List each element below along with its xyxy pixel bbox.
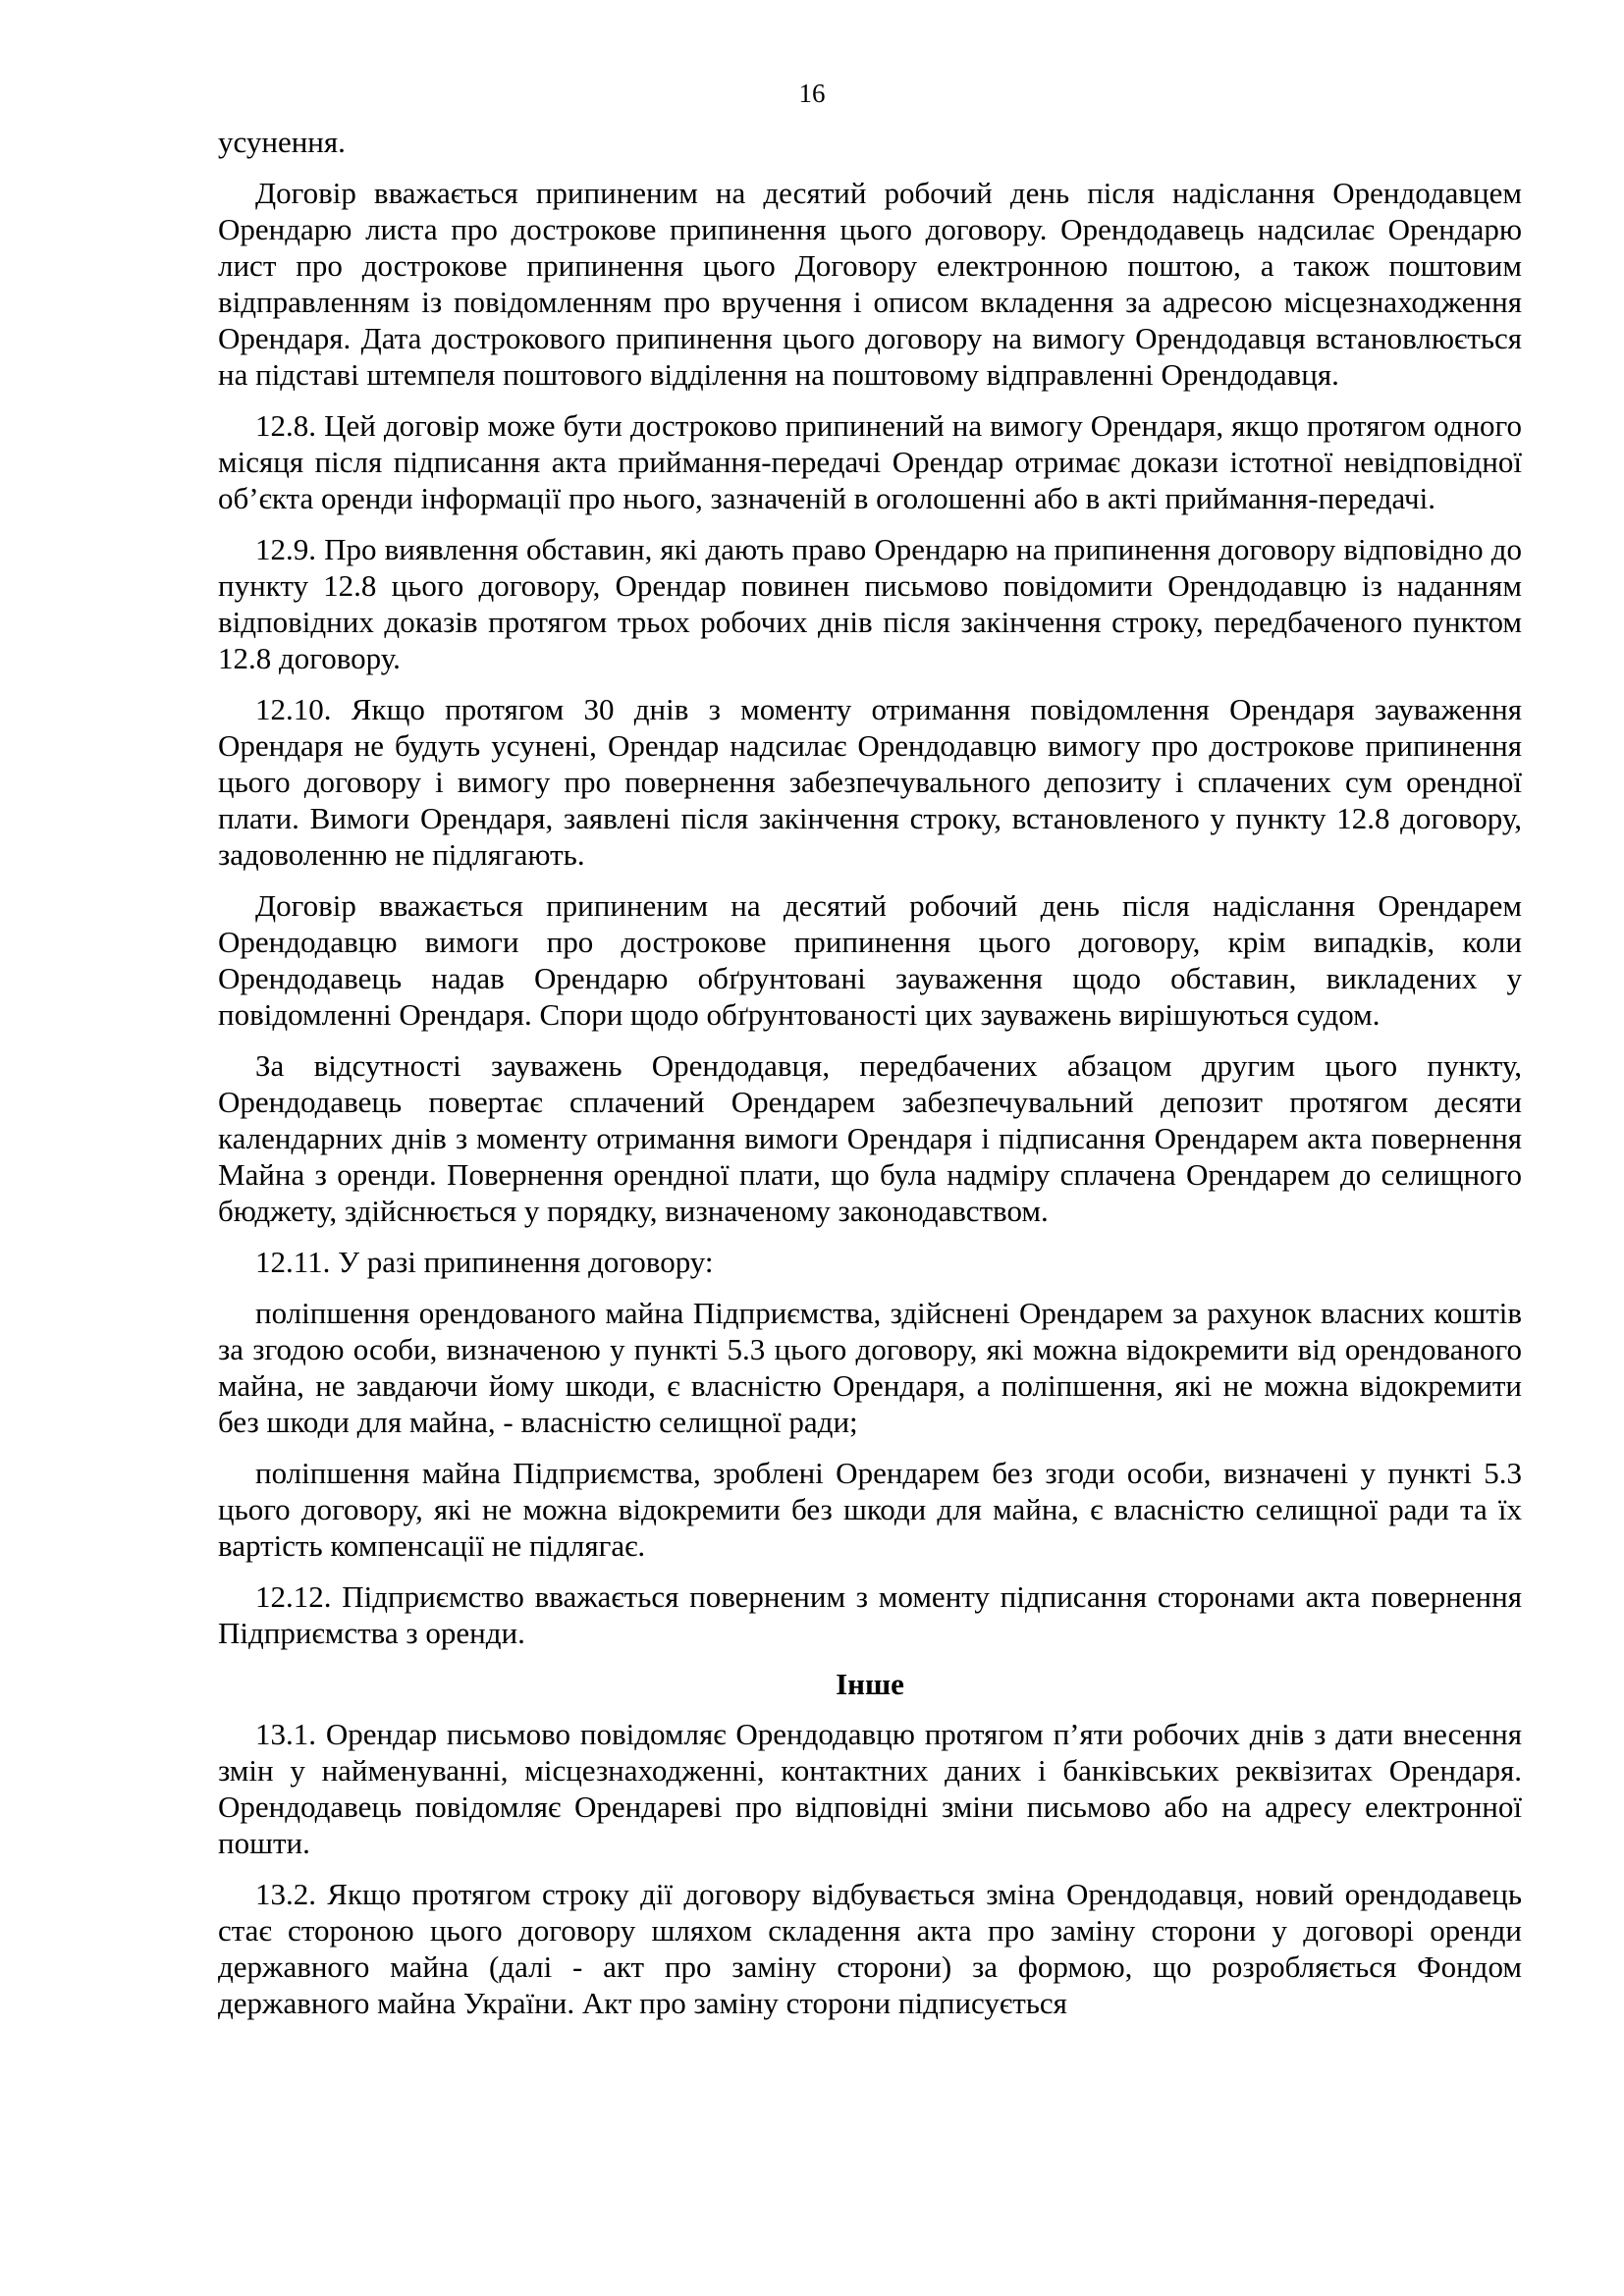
- paragraph-early-termination-by-lessor: Договір вважається припиненим на десятий робочий день після надіслання Орендодавцем Орендарю листа про дострокове припинення цього договору. Орендодавець надсилає Орендарю лист про дострокове припинення цього Договору електронною поштою, а також поштовим відправленням із повідомленням про вручення і описом вкладення за адресою місцезнаходження Орендаря. Дата дострокового припинення цього договору на вимогу Орендодавця встановлюється на підставі штемпеля поштового відділення на поштовому відправленні Орендодавця.: [218, 176, 1522, 392]
- paragraph-clause-12-11: 12.11. У разі припинення договору:: [255, 1245, 714, 1279]
- paragraph-improvements-without-consent: поліпшення майна Підприємства, зроблені Орендарем без згоди особи, визначені у пункті 5.3 цього договору, які не можна відокремити без шкоди для майна, є власністю селищної ради та їх вартість компенсації не підлягає.: [218, 1456, 1522, 1563]
- paragraph-clause-12-12: 12.12. Підприємство вважається поверненим з моменту підписання сторонами акта повернення Підприємства з оренди.: [218, 1579, 1522, 1650]
- paragraph-clause-12-9: 12.9. Про виявлення обставин, які дають право Орендарю на припинення договору відповідно до пункту 12.8 цього договору, Орендар повинен письмово повідомити Орендодавцю із наданням відповідних доказів протягом трьох робочих днів після закінчення строку, передбаченого пунктом 12.8 договору.: [218, 532, 1522, 675]
- paragraph-termination-by-lessee: Договір вважається припиненим на десятий робочий день після надіслання Орендарем Орендодавцю вимоги про дострокове припинення цього договору, крім випадків, коли Орендодавець надав Орендарю обґрунтовані зауваження щодо обставин, викладених у повідомленні Орендаря. Спори щодо обґрунтованості цих зауважень вирішуються судом.: [218, 888, 1522, 1032]
- page-number: 16: [798, 79, 826, 108]
- paragraph-clause-12-8: 12.8. Цей договір може бути достроково припинений на вимогу Орендаря, якщо протягом одного місяця після підписання акта приймання-передачі Орендар отримає докази істотної невідповідної об’єкта оренди інформації про нього, зазначеній в оголошенні або в акті приймання-передачі.: [218, 408, 1522, 515]
- paragraph-improvements-with-consent: поліпшення орендованого майна Підприємства, здійснені Орендарем за рахунок власних коштів за згодою особи, визначеною у пункті 5.3 цього договору, які можна відокремити від орендованого майна, не завдаючи йому шкоди, є власністю Орендаря, а поліпшення, які не можна відокремити без шкоди для майна, - власністю селищної ради;: [218, 1296, 1522, 1439]
- paragraph-clause-13-2: 13.2. Якщо протягом строку дії договору відбувається зміна Орендодавця, новий орендодавець стає стороною цього договору шляхом складення акта про заміну сторони у договорі оренди державного майна (далі - акт про заміну сторони) за формою, що розробляється Фондом державного майна України. Акт про заміну сторони підписується: [218, 1877, 1522, 2020]
- paragraph-continuation: усунення.: [218, 125, 346, 159]
- paragraph-clause-12-10: 12.10. Якщо протягом 30 днів з моменту отримання повідомлення Орендаря зауваження Орендаря не будуть усунені, Орендар надсилає Орендодавцю вимогу про дострокове припинення цього договору і вимогу про повернення забезпечувального депозиту і сплачених сум орендної плати. Вимоги Орендаря, заявлені після закінчення строку, встановленого у пункту 12.8 договору, задоволенню не підлягають.: [218, 692, 1522, 872]
- paragraph-deposit-return: За відсутності зауважень Орендодавця, передбачених абзацом другим цього пункту, Орендодавець повертає сплачений Орендарем забезпечувальний депозит протягом десяти календарних днів з моменту отримання вимоги Орендаря і підписання Орендарем акта повернення Майна з оренди. Повернення орендної плати, що була надміру сплачена Орендарем до селищного бюджету, здійснюється у порядку, визначеному законодавством.: [218, 1048, 1522, 1228]
- document-body: [218, 124, 1522, 2036]
- paragraph-clause-13-1: 13.1. Орендар письмово повідомляє Орендодавцю протягом п’яти робочих днів з дати внесення змін у найменуванні, місцезнаходженні, контактних даних і банківських реквізитах Орендаря. Орендодавець повідомляє Орендареві про відповідні зміни письмово або на адресу електронної пошти.: [218, 1717, 1522, 1860]
- section-heading: Інше: [836, 1667, 904, 1701]
